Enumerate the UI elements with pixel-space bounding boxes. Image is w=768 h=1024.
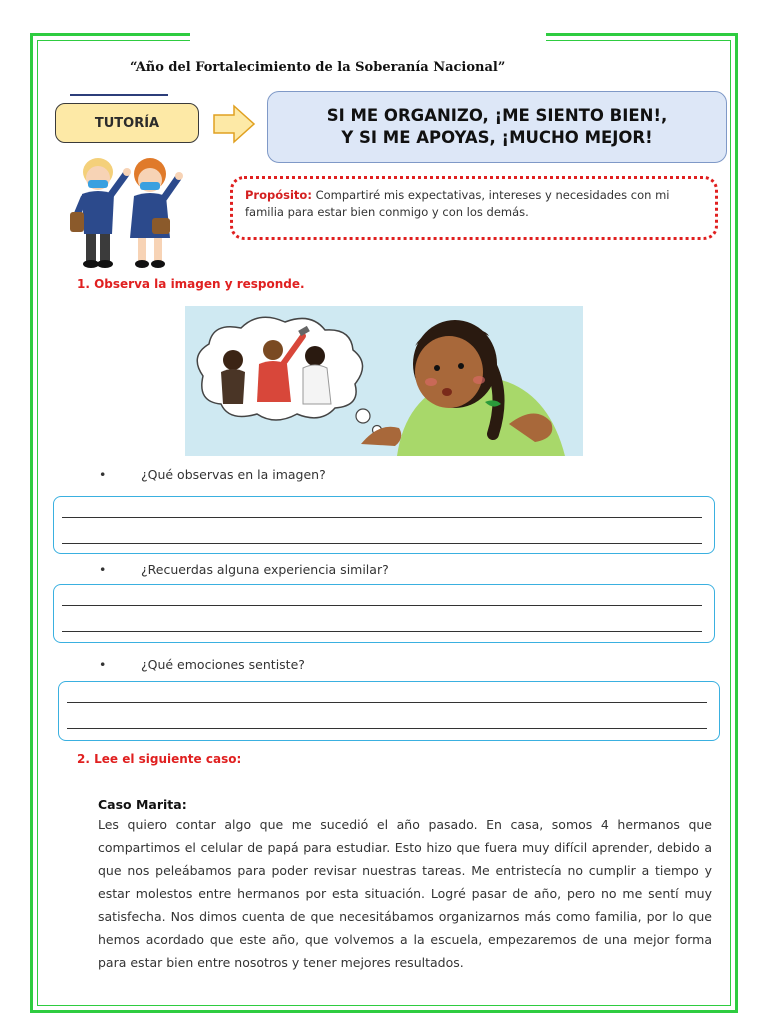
question-1-text: ¿Qué observas en la imagen? — [141, 467, 326, 482]
question-3 — [99, 657, 305, 672]
question-2 — [99, 562, 389, 577]
answer-line — [67, 728, 707, 730]
answer-box-1[interactable] — [53, 496, 715, 554]
header-rule — [70, 94, 168, 96]
question-1 — [99, 467, 326, 482]
answer-line — [67, 702, 707, 704]
answer-line — [62, 517, 702, 519]
section-1-title: 1. Observa la imagen y responde. — [77, 277, 305, 291]
answer-box-3[interactable] — [58, 681, 720, 741]
purpose-text: Compartiré mis expectativas, intereses y necesidades con mi familia para estar bien conmigo y con los demás. — [245, 188, 670, 219]
bullet: • — [99, 657, 107, 672]
answer-box-2[interactable] — [53, 584, 715, 643]
case-text: Les quiero contar algo que me sucedió el año pasado. En casa, somos 4 hermanos que compartimos el celular de papá para estudiar. Esto hizo que fuera muy difícil aprender, debido a que nos peleábamos para poder revisar nuestras tareas. Me entristecía no cumplir a tiempo y estar molestos entre hermanos por esta situación. Logré pasar de año, pero no me sentí muy satisfecha. Nos dimos cuenta de que necesitábamos organizarnos más como familia, por lo que hemos acordado que este año, que volvemos a la escuela, empezaremos de una mejor forma para estar bien entre nosotros y tener mejores resultados. — [98, 817, 712, 970]
arrow-right-icon — [212, 104, 256, 144]
question-2-text: ¿Recuerdas alguna experiencia similar? — [141, 562, 389, 577]
title-line-2: Y SI ME APOYAS, ¡MUCHO MEJOR! — [341, 128, 653, 147]
title-line-1: SI ME ORGANIZO, ¡ME SIENTO BIEN!, — [326, 106, 668, 125]
answer-line — [62, 631, 702, 633]
case-title: Caso Marita: — [98, 797, 187, 812]
answer-line — [62, 543, 702, 545]
border-gap — [190, 28, 546, 44]
question-3-text: ¿Qué emociones sentiste? — [141, 657, 305, 672]
purpose-box — [230, 176, 718, 240]
purpose-label: Propósito: — [245, 188, 312, 202]
girl-remembering-illustration — [185, 306, 583, 456]
bullet: • — [99, 467, 107, 482]
answer-line — [62, 605, 702, 607]
tutoria-label: TUTORÍA — [55, 103, 199, 143]
section-2-title: 2. Lee el siguiente caso: — [77, 752, 242, 766]
national-motto: “Año del Fortalecimiento de la Soberanía Nacional” — [130, 60, 506, 75]
session-title — [267, 91, 727, 163]
students-illustration — [66, 152, 186, 270]
bullet: • — [99, 562, 107, 577]
